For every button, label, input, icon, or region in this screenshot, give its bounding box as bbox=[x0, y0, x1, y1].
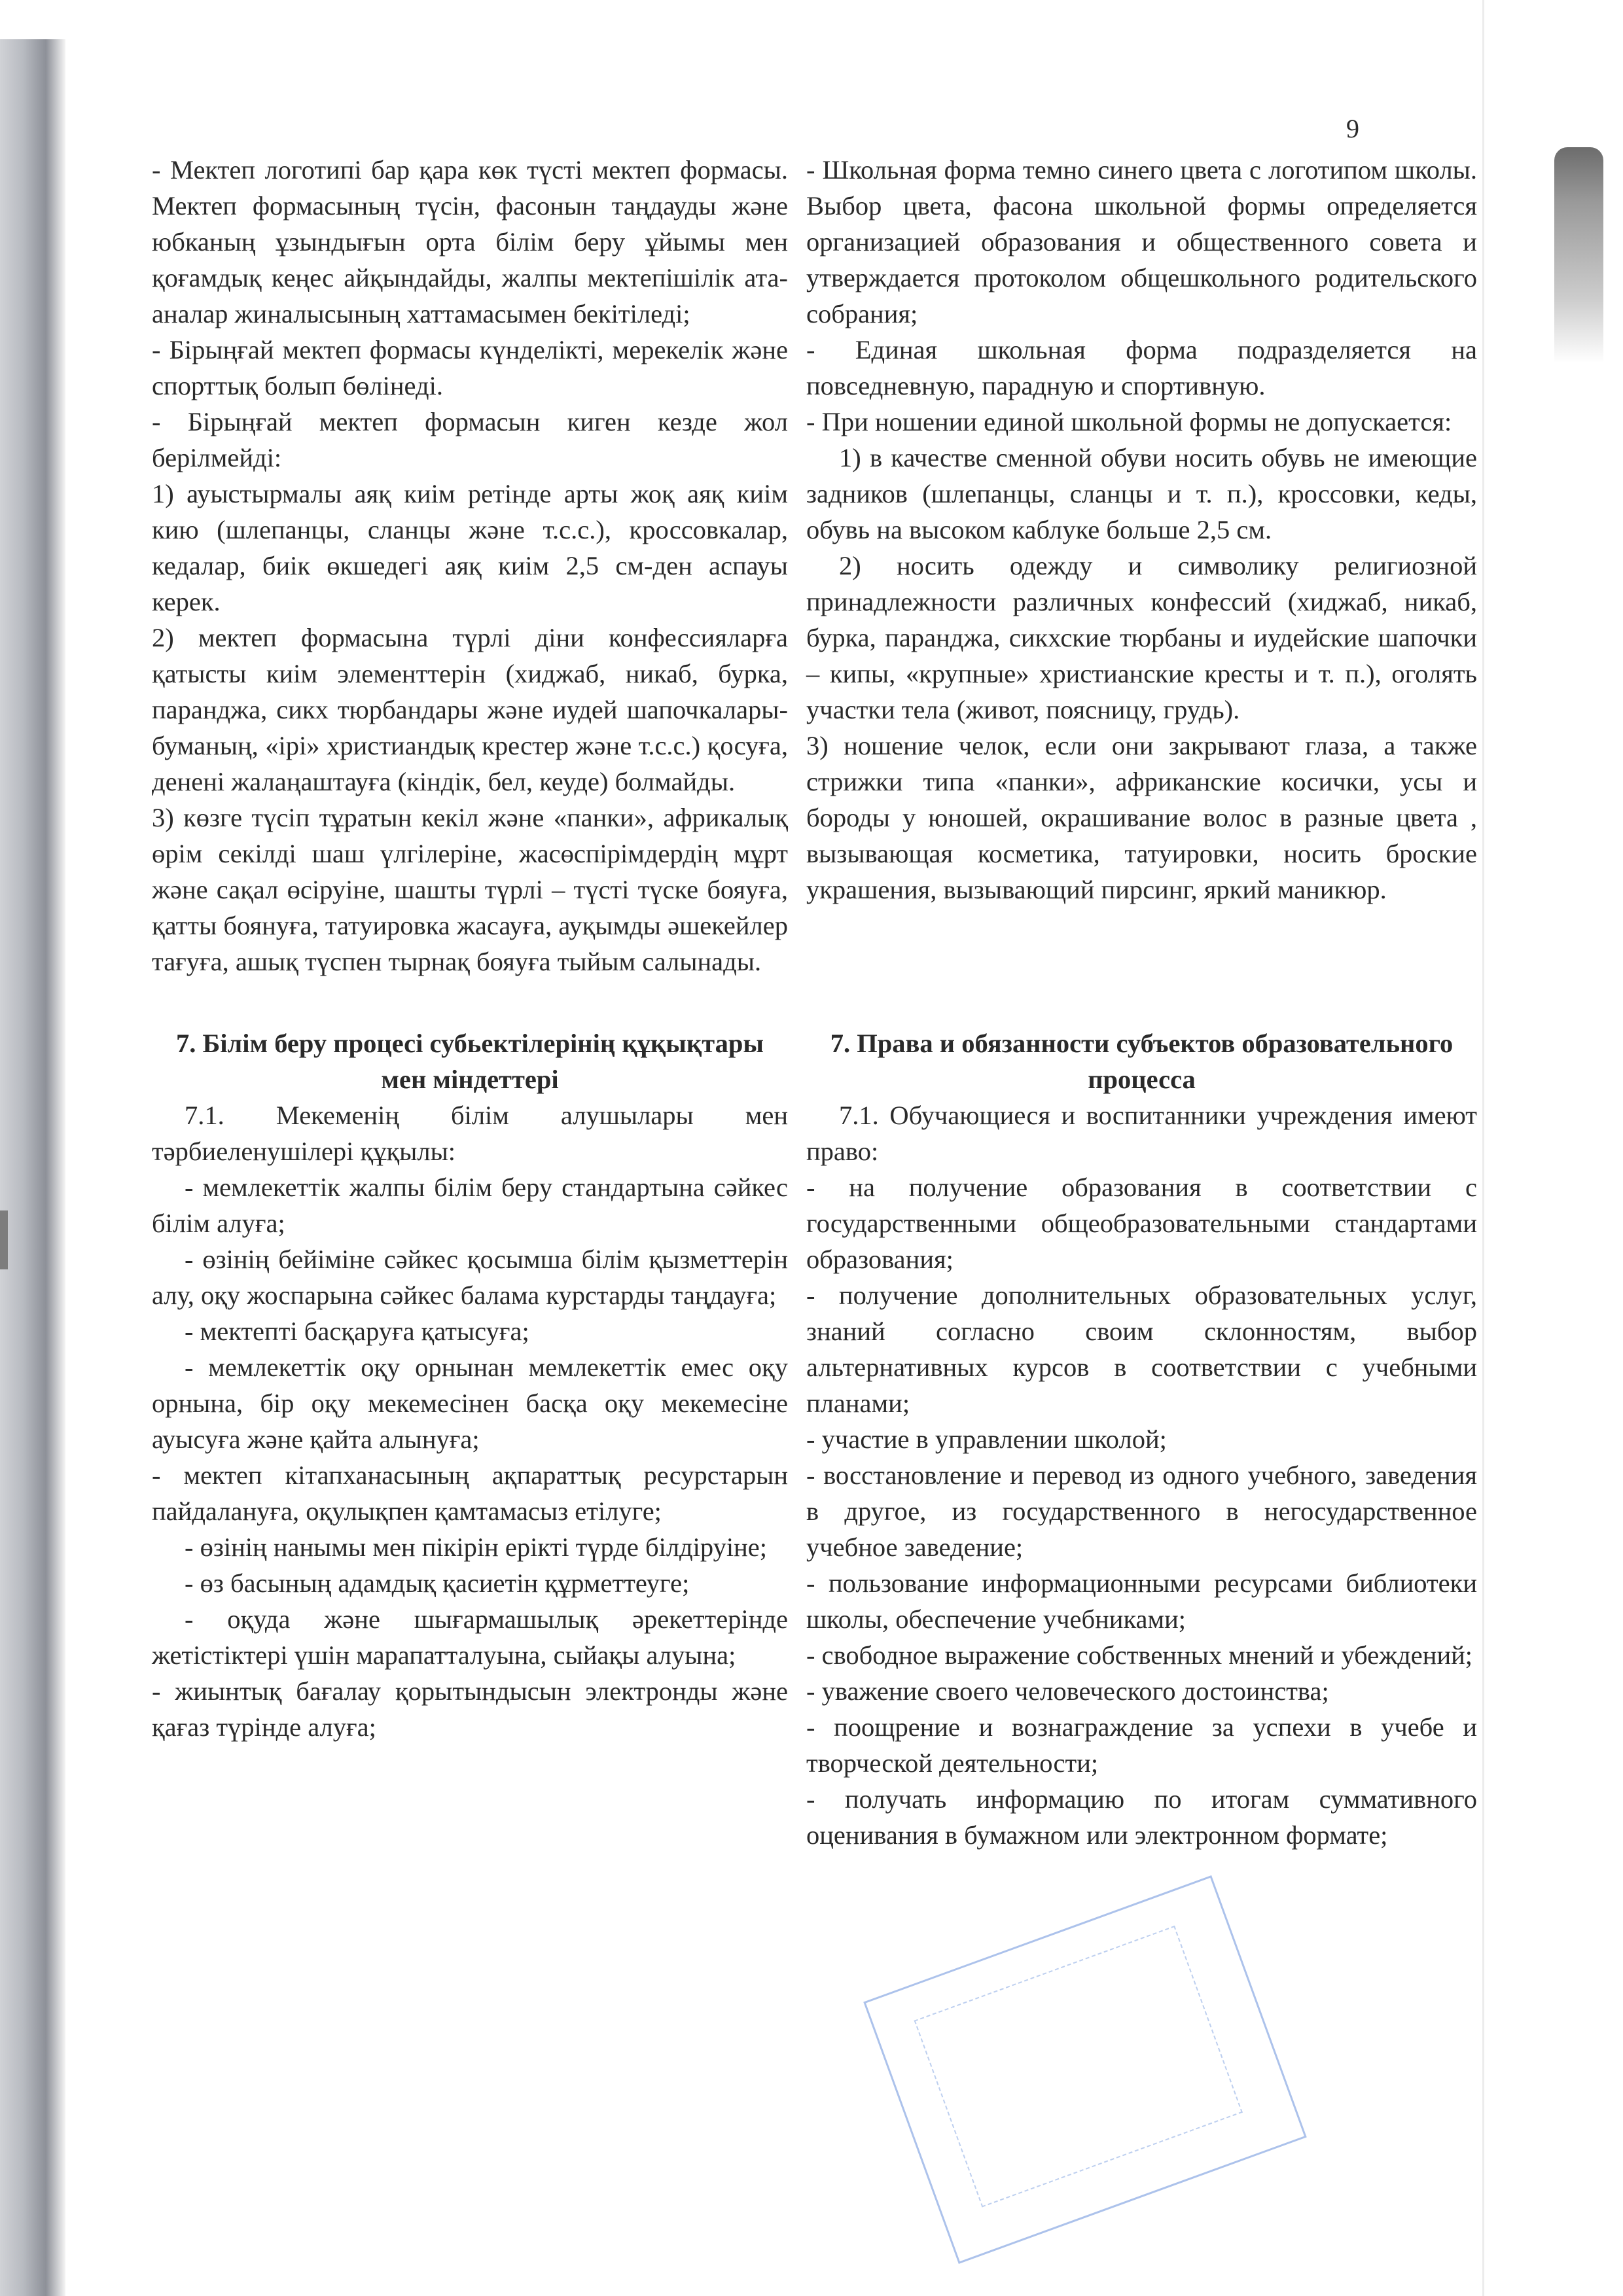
column-kazakh-rules bbox=[152, 152, 806, 980]
column-kazakh-section-7 bbox=[152, 980, 806, 1853]
page-number: 9 bbox=[1346, 114, 1359, 143]
list-item: - уважение своего человеческого достоинства; bbox=[806, 1676, 1329, 1706]
list-item: - получение дополнительных образовательных услуг, знаний согласно своим склонностям, выбор альтернативных курсов в соответствии с учебными планами; bbox=[806, 1280, 1477, 1418]
scan-right-fold-line bbox=[1482, 0, 1484, 2296]
paragraph-rule-1: 1) в качестве сменной обуви носить обувь не имеющие задников (шлепанцы, сланцы и т. п.), кроссовки, кеды, обувь на высоком каблуке больше 2,5 см. bbox=[806, 443, 1477, 544]
paragraph-rule-1: 1) ауыстырмалы аяқ киім ретінде арты жоқ аяқ киім кию (шлепанцы, сланцы және т.с.с.), кроссовкалар, кедалар, биік өкшедегі аяқ киім 2,5 см-ден аспауы керек. bbox=[152, 479, 788, 616]
paragraph-rule-3: 3) ношение челок, если они закрывают глаза, а также стрижки типа «панки», африканские косички, усы и бороды у юношей, окрашивание волос в разные цвета , вызывающая косметика, татуировки, носить броские украшения, вызывающий пирсинг, яркий маникюр. bbox=[806, 731, 1477, 904]
stamp-inner-frame bbox=[914, 1926, 1243, 2208]
paragraph-rule-2: 2) мектеп формасына түрлі діни конфессияларға қатысты киім элементтерін (хиджаб, никаб, бурка, паранджа, сикх тюрбандары және иудей шапочкалары-буманың, «ірі» христиандық крестер және т.с.с.) қосуға, денені жалаңаштауға (кіндік, бел, кеуде) болмайды. bbox=[152, 623, 788, 796]
list-item: - восстановление и перевод из одного учебного, заведения в другое, из государственного в негосударственное учебное заведение; bbox=[806, 1460, 1477, 1562]
list-item: - өз басының адамдық қасиетін құрметтеуге; bbox=[185, 1568, 690, 1598]
list-item: - участие в управлении школой; bbox=[806, 1424, 1167, 1454]
list-item: - оқуда және шығармашылық әрекеттерінде жетістіктері үшін марапатталуына, сыйақы алуына; bbox=[152, 1604, 788, 1670]
paragraph-7-1: 7.1. Мекеменің білім алушылары мен тәрбиеленушілері құқылы: bbox=[152, 1101, 788, 1166]
scan-left-edge-shadow bbox=[0, 39, 65, 2296]
paragraph-not-allowed-intro: - Бірыңғай мектеп формасын киген кезде жол берілмейді: bbox=[152, 407, 788, 472]
scan-binding-mark bbox=[0, 1210, 8, 1269]
column-russian-section-7 bbox=[806, 980, 1477, 1853]
paragraph-rule-2: 2) носить одежду и символику религиозной принадлежности различных конфессий (хиджаб, никаб, бурка, паранджа, сикхские тюрбаны и иудейские шапочки – кипы, «крупные» христианские кресты и т. п.), оголять участки тела (живот, поясницу, грудь). bbox=[806, 551, 1477, 724]
list-item: - поощрение и вознаграждение за успехи в учебе и творческой деятельности; bbox=[806, 1712, 1477, 1778]
scan-ink-smudge bbox=[1554, 147, 1603, 363]
section-heading: 7. Білім беру процесі субьектілерінің құқықтары мен міндеттері bbox=[175, 1029, 764, 1094]
list-item: - свободное выражение собственных мнений и убеждений; bbox=[806, 1640, 1473, 1670]
paragraph-uniform-description: - Школьная форма темно синего цвета с логотипом школы. Выбор цвета, фасона школьной формы определяется организацией образования и общественного совета и утверждается протоколом общешкольного родительского собрания; bbox=[806, 155, 1477, 328]
list-item: - өзінің бейіміне сәйкес қосымша білім қызметтерін алу, оқу жоспарына сәйкес балама курстарды таңдауға; bbox=[152, 1245, 788, 1310]
column-russian-rules bbox=[806, 152, 1477, 980]
two-column-body bbox=[152, 152, 1477, 1853]
section-heading: 7. Права и обязанности субъектов образовательного процесса bbox=[830, 1029, 1454, 1094]
list-item: - мемлекеттік оқу орнынан мемлекеттік емес оқу орнына, бір оқу мекемесінен басқа оқу мекемесіне ауысуға және қайта алынуға; bbox=[152, 1352, 788, 1454]
list-item: - мемлекеттік жалпы білім беру стандартына сәйкес білім алуға; bbox=[152, 1173, 788, 1238]
list-item: - мектеп кітапханасының ақпараттық ресурстарын пайдалануға, оқулықпен қамтамасыз етілуге; bbox=[152, 1460, 788, 1526]
list-item: - получать информацию по итогам суммативного оценивания в бумажном или электронном формате; bbox=[806, 1784, 1477, 1850]
paragraph-7-1: 7.1. Обучающиеся и воспитанники учреждения имеют право: bbox=[806, 1101, 1477, 1166]
paragraph-uniform-types: - Бірыңғай мектеп формасы күнделікті, мерекелік және спорттық болып бөлінеді. bbox=[152, 335, 788, 400]
list-item: - пользование информационными ресурсами библиотеки школы, обеспечение учебниками; bbox=[806, 1568, 1477, 1634]
list-item: - мектепті басқаруға қатысуға; bbox=[185, 1316, 529, 1346]
list-item: - өзінің нанымы мен пікірін ерікті түрде білдіруіне; bbox=[185, 1532, 768, 1562]
paragraph-not-allowed-intro: - При ношении единой школьной формы не допускается: bbox=[806, 407, 1452, 436]
paragraph-uniform-description: - Мектеп логотипі бар қара көк түсті мектеп формасы. Мектеп формасының түсін, фасонын таңдауды және юбканың ұзындығын орта білім беру ұйымы мен қоғамдық кеңес айқындайды, жалпы мектепішілік ата-аналар жиналысының хаттамасымен бекітіледі; bbox=[152, 155, 788, 328]
list-item: - жиынтық бағалау қорытындысын электронды және қағаз түрінде алуға; bbox=[152, 1676, 788, 1742]
list-item: - на получение образования в соответствии с государственными общеобразовательными стандартами образования; bbox=[806, 1173, 1477, 1274]
paragraph-rule-3: 3) көзге түсіп тұратын кекіл және «панки», африкалық өрім секілді шаш үлгілеріне, жасөспірімдердің мұрт және сақал өсіруіне, шашты түрлі – түсті түске бояуға, қатты боянуға, татуировка жасауға, ауқымды әшекейлер тағуға, ашық түспен тырнақ бояуға тыйым салынады. bbox=[152, 803, 788, 976]
official-stamp bbox=[863, 1875, 1307, 2264]
paragraph-uniform-types: - Единая школьная форма подразделяется на повседневную, парадную и спортивную. bbox=[806, 335, 1477, 400]
